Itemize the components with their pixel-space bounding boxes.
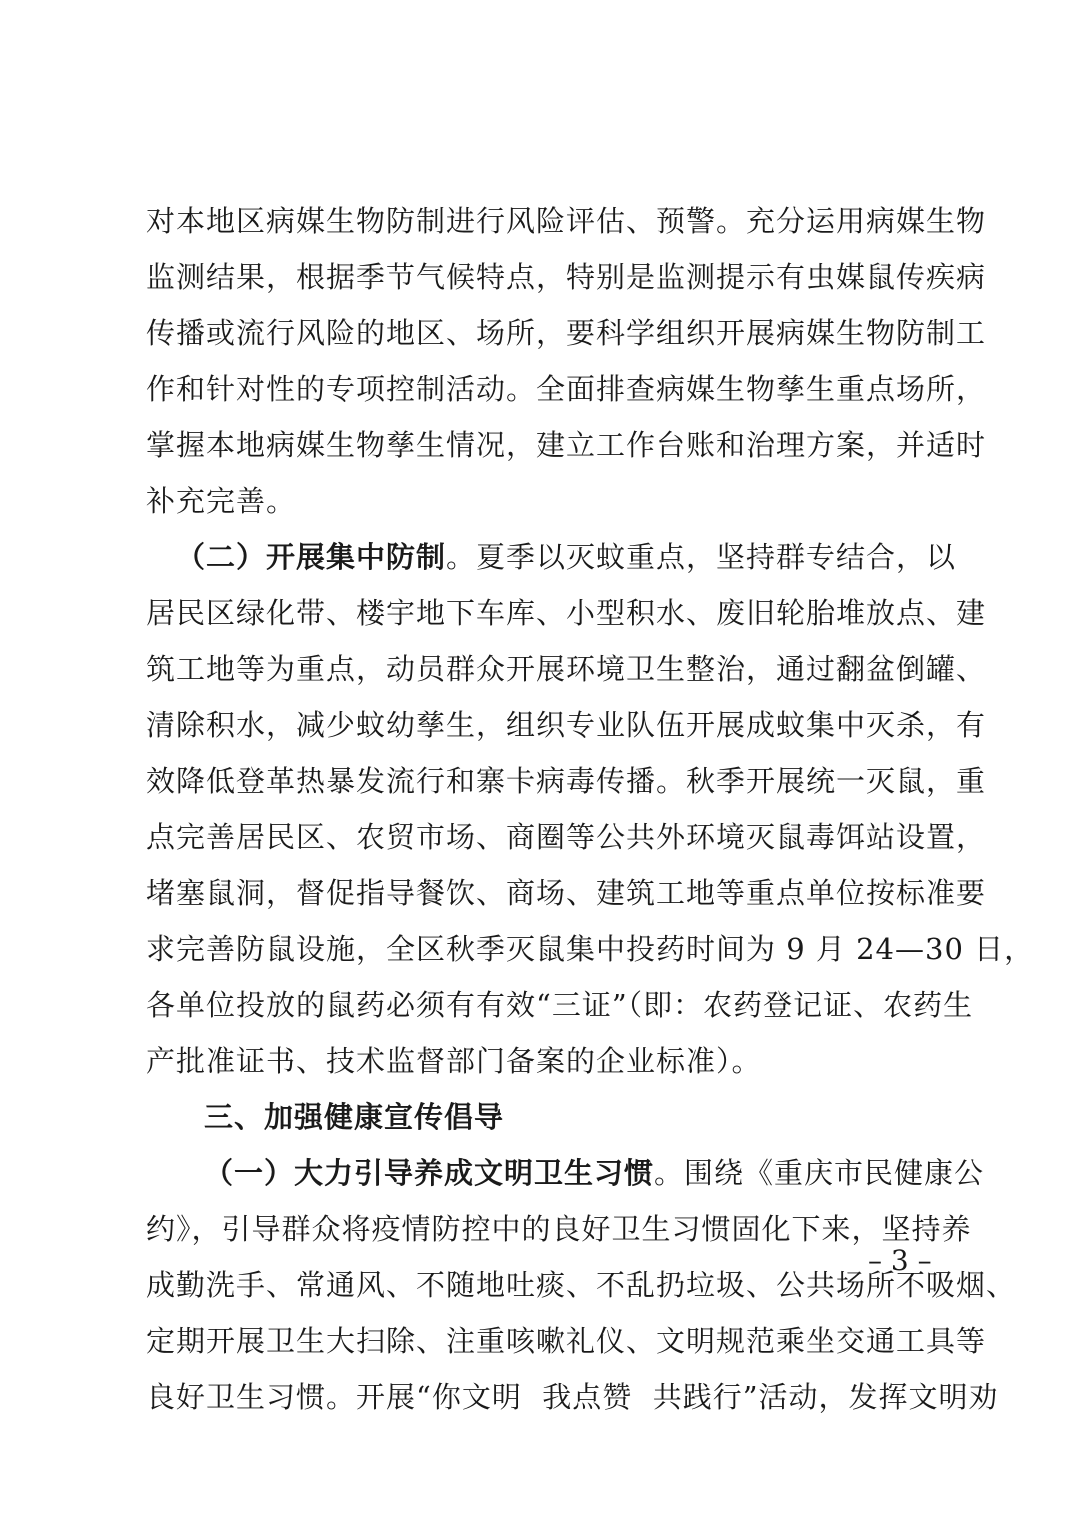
text-line: 传播或流行风险的地区、场所，要科学组织开展病媒生物防制工 xyxy=(146,316,987,350)
text-line: 堵塞鼠洞，督促指导餐饮、商场、建筑工地等重点单位按标准要 xyxy=(146,876,987,910)
text-line: 清除积水，减少蚊幼孳生，组织专业队伍开展成蚊集中灭杀，有 xyxy=(146,708,987,742)
text-line: 对本地区病媒生物防制进行风险评估、预警。充分运用病媒生物 xyxy=(146,204,987,238)
subheading-hygiene-habits: （一）大力引导养成文明卫生习惯 xyxy=(204,1156,655,1190)
text-line: 居民区绿化带、楼宇地下车库、小型积水、废旧轮胎堆放点、建 xyxy=(146,596,987,630)
text-line: 定期开展卫生大扫除、注重咳嗽礼仪、文明规范乘坐交通工具等 xyxy=(146,1324,987,1358)
text-line: 产批准证书、技术监督部门备案的企业标准）。 xyxy=(146,1044,762,1078)
section-heading: 三、加强健康宣传倡导 xyxy=(204,1100,505,1134)
text-line: 效降低登革热暴发流行和寨卡病毒传播。秋季开展统一灭鼠，重 xyxy=(146,764,987,798)
text-line: 成勤洗手、常通风、不随地吐痰、不乱扔垃圾、公共场所不吸烟、 xyxy=(146,1268,1017,1302)
text-span: 。夏季以灭蚊重点，坚持群专结合，以 xyxy=(446,540,957,574)
text-line: 补充完善。 xyxy=(146,484,297,518)
text-line: 点完善居民区、农贸市场、商圈等公共外环境灭鼠毒饵站设置， xyxy=(146,820,987,854)
subheading-centralized-control: （二）开展集中防制 xyxy=(176,540,447,574)
text-line: 各单位投放的鼠药必须有有效“三证”（即：农药登记证、农药生 xyxy=(146,988,974,1022)
text-span: 。围绕《重庆市民健康公 xyxy=(654,1156,985,1190)
text-line: 求完善防鼠设施，全区秋季灭鼠集中投药时间为 9 月 24—30 日， xyxy=(146,932,1035,966)
document-body xyxy=(146,193,1035,1425)
text-line: 良好卫生习惯。开展“你文明 我点赞 共践行”活动，发挥文明劝 xyxy=(146,1380,999,1414)
text-line xyxy=(146,1145,985,1201)
paragraph-centralized-control xyxy=(146,529,1035,1089)
text-line: 掌握本地病媒生物孳生情况，建立工作台账和治理方案，并适时 xyxy=(146,428,987,462)
paragraph-hygiene-habits xyxy=(146,1145,1017,1425)
text-line xyxy=(146,529,957,585)
text-line: 作和针对性的专项控制活动。全面排查病媒生物孳生重点场所， xyxy=(146,372,987,406)
text-line: 监测结果，根据季节气候特点，特别是监测提示有虫媒鼠传疾病 xyxy=(146,260,987,294)
page-number: – 3 – xyxy=(868,1244,932,1277)
text-line: 筑工地等为重点，动员群众开展环境卫生整治，通过翻盆倒罐、 xyxy=(146,652,987,686)
text-line: 约》，引导群众将疫情防控中的良好卫生习惯固化下来，坚持养 xyxy=(146,1212,972,1246)
paragraph-risk-assessment xyxy=(146,193,987,529)
